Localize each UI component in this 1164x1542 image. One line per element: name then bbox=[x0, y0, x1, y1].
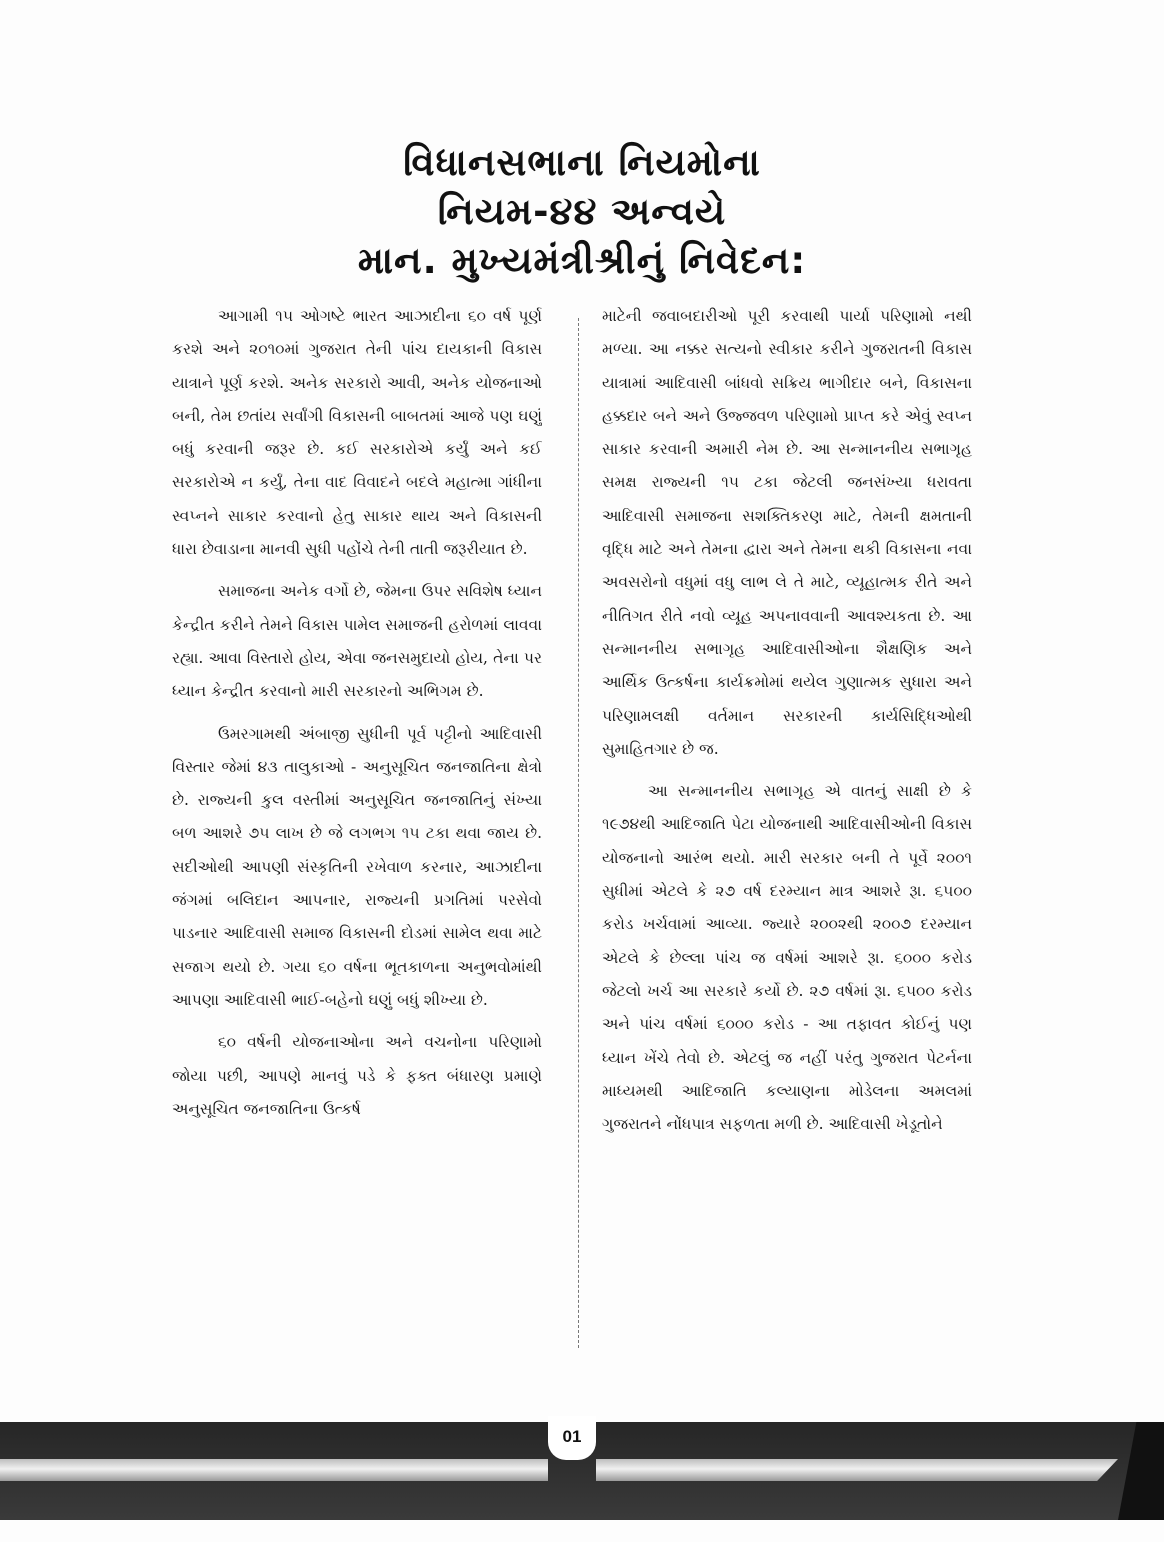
title-line-1: વિધાનસભાના નિયમોના bbox=[403, 141, 761, 184]
paragraph: આ સન્માનનીય સભાગૃહ એ વાતનું સાક્ષી છે કે ૧૯૭૪થી આદિજાતિ પેટા યોજનાથી આદિવાસીઓની વિકાસ યોજનાનો આરંભ થયો. મારી સરકાર બની તે પૂર્વે ૨૦૦૧ સુધીમાં એટલે કે ૨૭ વર્ષ દરમ્યાન માત્ર આશરે રૂા. ૬૫૦૦ કરોડ ખર્ચવામાં આવ્યા. જ્યારે ૨૦૦૨થી ૨૦૦૭ દરમ્યાન એટલે કે છેલ્લા પાંચ જ વર્ષમાં આશરે રૂા. ૬૦૦૦ કરોડ જેટલો ખર્ચ આ સરકારે કર્યો છે. ૨૭ વર્ષમાં રૂા. ૬૫૦૦ કરોડ અને પાંચ વર્ષમાં ૬૦૦૦ કરોડ - આ તફાવત કોઈનું પણ ધ્યાન ખેંચે તેવો છે. એટલું જ નહીં પરંતુ ગુજરાત પેટર્નના માધ્યમથી આદિજાતિ કલ્યાણના મોડેલના અમલમાં ગુજરાતને નોંધપાત્ર સફળતા મળી છે. આદિવાસી ખેડૂતોને bbox=[602, 782, 972, 1134]
paragraph: ૬૦ વર્ષની યોજનાઓના અને વચનોના પરિણામો જોયા પછી, આપણે માનવું પડે કે ફક્ત બંધારણ પ્રમાણે અનુસૂચિત જનજાતિના ઉત્કર્ષ bbox=[172, 1033, 542, 1118]
footer-stripe-left bbox=[0, 1459, 548, 1481]
paragraph: આગામી ૧૫ ઓગષ્ટે ભારત આઝાદીના ૬૦ વર્ષ પૂર્ણ કરશે અને ૨૦૧૦માં ગુજરાત તેની પાંચ દાયકાની વિકાસ યાત્રાને પૂર્ણ કરશે. અનેક સરકારો આવી, અનેક યોજનાઓ બની, તેમ છતાંય સર્વાંગી વિકાસની બાબતમાં આજે પણ ઘણું બધું કરવાની જરૂર છે. કઈ સરકારોએ કર્યું અને કઈ સરકારોએ ન કર્યું, તેના વાદ વિવાદને બદલે મહાત્મા ગાંધીના સ્વપ્નને સાકાર કરવાનો હેતુ સાકાર થાય અને વિકાસની ધારા છેવાડાના માનવી સુધી પહોંચે તેની તાતી જરૂરીયાત છે. bbox=[172, 307, 542, 559]
footer-stripe-right bbox=[596, 1459, 1118, 1481]
column-divider bbox=[578, 318, 579, 1348]
paragraph: સમાજના અનેક વર્ગો છે, જેમના ઉપર સવિશેષ ધ્યાન કેન્દ્રીત કરીને તેમને વિકાસ પામેલ સમાજની હરોળમાં લાવવા રહ્યા. આવા વિસ્તારો હોય, એવા જનસમુદાયો હોય, તેના પર ધ્યાન કેન્દ્રીત કરવાનો મારી સરકારનો અભિગમ છે. bbox=[172, 582, 542, 701]
title-line-3: માન. મુખ્યમંત્રીશ્રીનું નિવેદન: bbox=[357, 239, 807, 282]
title-line-2: નિયમ-૪૪ અન્વયે bbox=[437, 190, 727, 233]
page-title bbox=[250, 138, 914, 285]
page-number: 01 bbox=[562, 1427, 582, 1446]
right-column bbox=[602, 300, 972, 1365]
paragraph: માટેની જવાબદારીઓ પૂરી કરવાથી પાર્યા પરિણામો નથી મળ્યા. આ નક્કર સત્યનો સ્વીકાર કરીને ગુજરાતની વિકાસ યાત્રામાં આદિવાસી બાંધવો સક્રિય ભાગીદાર બને, વિકાસના હક્કદાર બને અને ઉજ્જવળ પરિણામો પ્રાપ્ત કરે એવું સ્વપ્ન સાકાર કરવાની અમારી નેમ છે. આ સન્માનનીય સભાગૃહ સમક્ષ રાજ્યની ૧૫ ટકા જેટલી જનસંખ્યા ધરાવતા આદિવાસી સમાજના સશક્તિકરણ માટે, તેમની ક્ષમતાની વૃદ્ધિ માટે અને તેમના દ્વારા અને તેમના થકી વિકાસના નવા અવસરોનો વધુમાં વધુ લાભ લે તે માટે, વ્યૂહાત્મક રીતે અને નીતિગત રીતે નવો વ્યૂહ અપનાવવાની આવશ્યકતા છે. આ સન્માનનીય સભાગૃહ આદિવાસીઓના શૈક્ષણિક અને આર્થિક ઉત્કર્ષના કાર્યક્રમોમાં થયેલ ગુણાત્મક સુધારા અને પરિણામલક્ષી વર્તમાન સરકારની કાર્યસિદ્ધિઓથી સુમાહિતગાર છે જ. bbox=[602, 307, 972, 758]
footer-corner bbox=[1118, 1422, 1164, 1520]
left-column bbox=[172, 300, 542, 1365]
paragraph: ઉમરગામથી અંબાજી સુધીની પૂર્વ પટ્ટીનો આદિવાસી વિસ્તાર જેમાં ૪૩ તાલુકાઓ - અનુસૂચિત જનજાતિના ક્ષેત્રો છે. રાજ્યની કુલ વસ્તીમાં અનુસૂચિત જનજાતિનું સંખ્યા બળ આશરે ૭૫ લાખ છે જે લગભગ ૧૫ ટકા થવા જાય છે. સદીઓથી આપણી સંસ્કૃતિની રખેવાળ કરનાર, આઝાદીના જંગમાં બલિદાન આપનાર, રાજ્યની પ્રગતિમાં પરસેવો પાડનાર આદિવાસી સમાજ વિકાસની દોડમાં સામેલ થવા માટે સજાગ થયો છે. ગયા ૬૦ વર્ષના ભૂતકાળના અનુભવોમાંથી આપણા આદિવાસી ભાઈ-બહેનો ઘણું બધું શીખ્યા છે. bbox=[172, 724, 542, 1009]
